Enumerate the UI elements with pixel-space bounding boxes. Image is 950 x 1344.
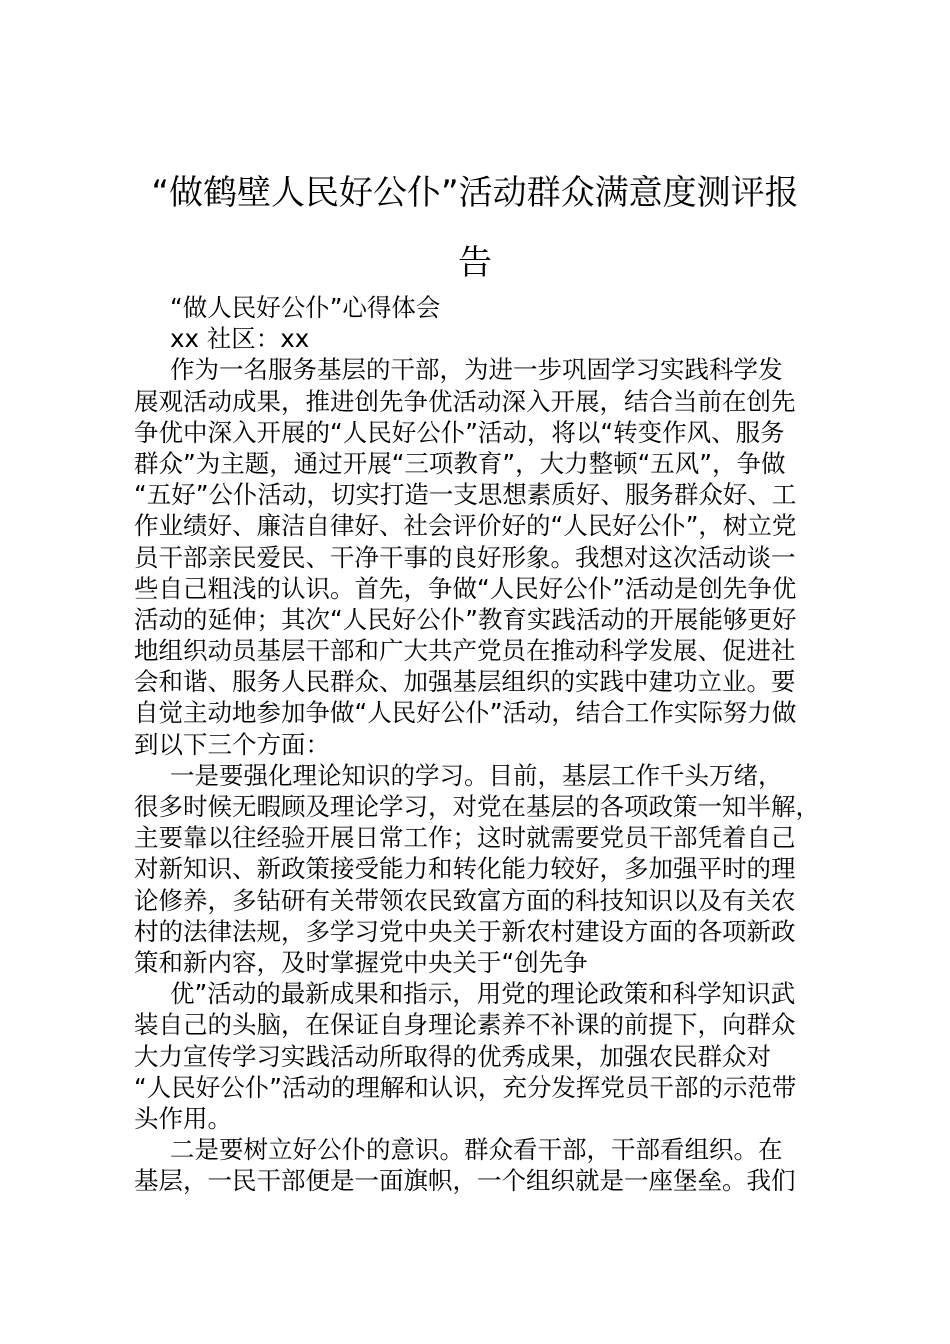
text-line: “人民好公仆”活动的理解和认识，充分发挥党员干部的示范带: [134, 1072, 797, 1102]
text-line: 自觉主动地参加争做“人民好公仆”活动，结合工作实际努力做: [134, 698, 797, 728]
text-line: 头作用。: [134, 1103, 232, 1133]
text-line: 争优中深入开展的“人民好公仆”活动，将以“转变作风、服务: [134, 417, 785, 447]
document-body: [134, 292, 834, 1196]
title-line-1: “做鹤壁人民好公仆”活动群众满意度测评报: [151, 173, 799, 213]
text-line: 地组织动员基层干部和广大共产党员在推动科学发展、促进社: [134, 636, 796, 666]
text-line: xx 社区：xx: [170, 324, 310, 354]
text-line: “做人民好公仆”心得体会: [170, 293, 441, 322]
text-line: 作业绩好、廉洁自律好、社会评价好的“人民好公仆”，树立党: [134, 511, 797, 541]
text-line: 策和新内容，及时掌握党中央关于“创先争: [134, 947, 588, 977]
text-line: 基层，一民干部便是一面旗帜，一个组织就是一座堡垒。我们: [134, 1166, 796, 1196]
text-line: 优”活动的最新成果和指示，用党的理论政策和科学知识武: [170, 979, 796, 1009]
document-title: [120, 158, 830, 298]
text-line: 论修养，多钻研有关带领农民致富方面的科技知识以及有关农: [134, 885, 796, 915]
text-line: 到以下三个方面：: [134, 729, 330, 759]
text-line: 很多时候无暇顾及理论学习，对党在基层的各项政策一知半解，: [134, 792, 820, 821]
text-line: 些自己粗浅的认识。首先，争做“人民好公仆”活动是创先争优: [134, 573, 797, 603]
text-line: 对新知识、新政策接受能力和转化能力较好，多加强平时的理: [134, 854, 796, 884]
text-line: 作为一名服务基层的干部，为进一步巩固学习实践科学发: [170, 355, 783, 385]
text-line: “五好”公仆活动，切实打造一支思想素质好、服务群众好、工: [134, 480, 797, 510]
title-line-2: 告: [458, 243, 492, 283]
text-line: 会和谐、服务人民群众、加强基层组织的实践中建功立业。要: [134, 667, 796, 697]
text-line: 群众”为主题，通过开展“三项教育”，大力整顿“五风”，争做: [134, 448, 786, 478]
text-line: 员干部亲民爱民、干净干事的良好形象。我想对这次活动谈一: [134, 542, 796, 572]
text-line: 村的法律法规，多学习党中央关于新农村建设方面的各项新政: [134, 916, 796, 946]
text-line: 一是要强化理论知识的学习。目前，基层工作千头万绪，: [170, 760, 783, 790]
text-line: 装自己的头脑，在保证自身理论素养不补课的前提下，向群众: [134, 1010, 796, 1040]
text-line: 二是要树立好公仆的意识。群众看干部，干部看组织。在: [170, 1135, 783, 1165]
text-line: 大力宣传学习实践活动所取得的优秀成果，加强农民群众对: [134, 1041, 771, 1071]
text-line: 展观活动成果，推进创先争优活动深入开展，结合当前在创先: [134, 386, 796, 416]
text-line: 主要靠以往经验开展日常工作；这时就需要党员干部凭着自己: [134, 823, 796, 853]
text-line: 活动的延伸；其次“人民好公仆”教育实践活动的开展能够更好: [134, 604, 797, 634]
